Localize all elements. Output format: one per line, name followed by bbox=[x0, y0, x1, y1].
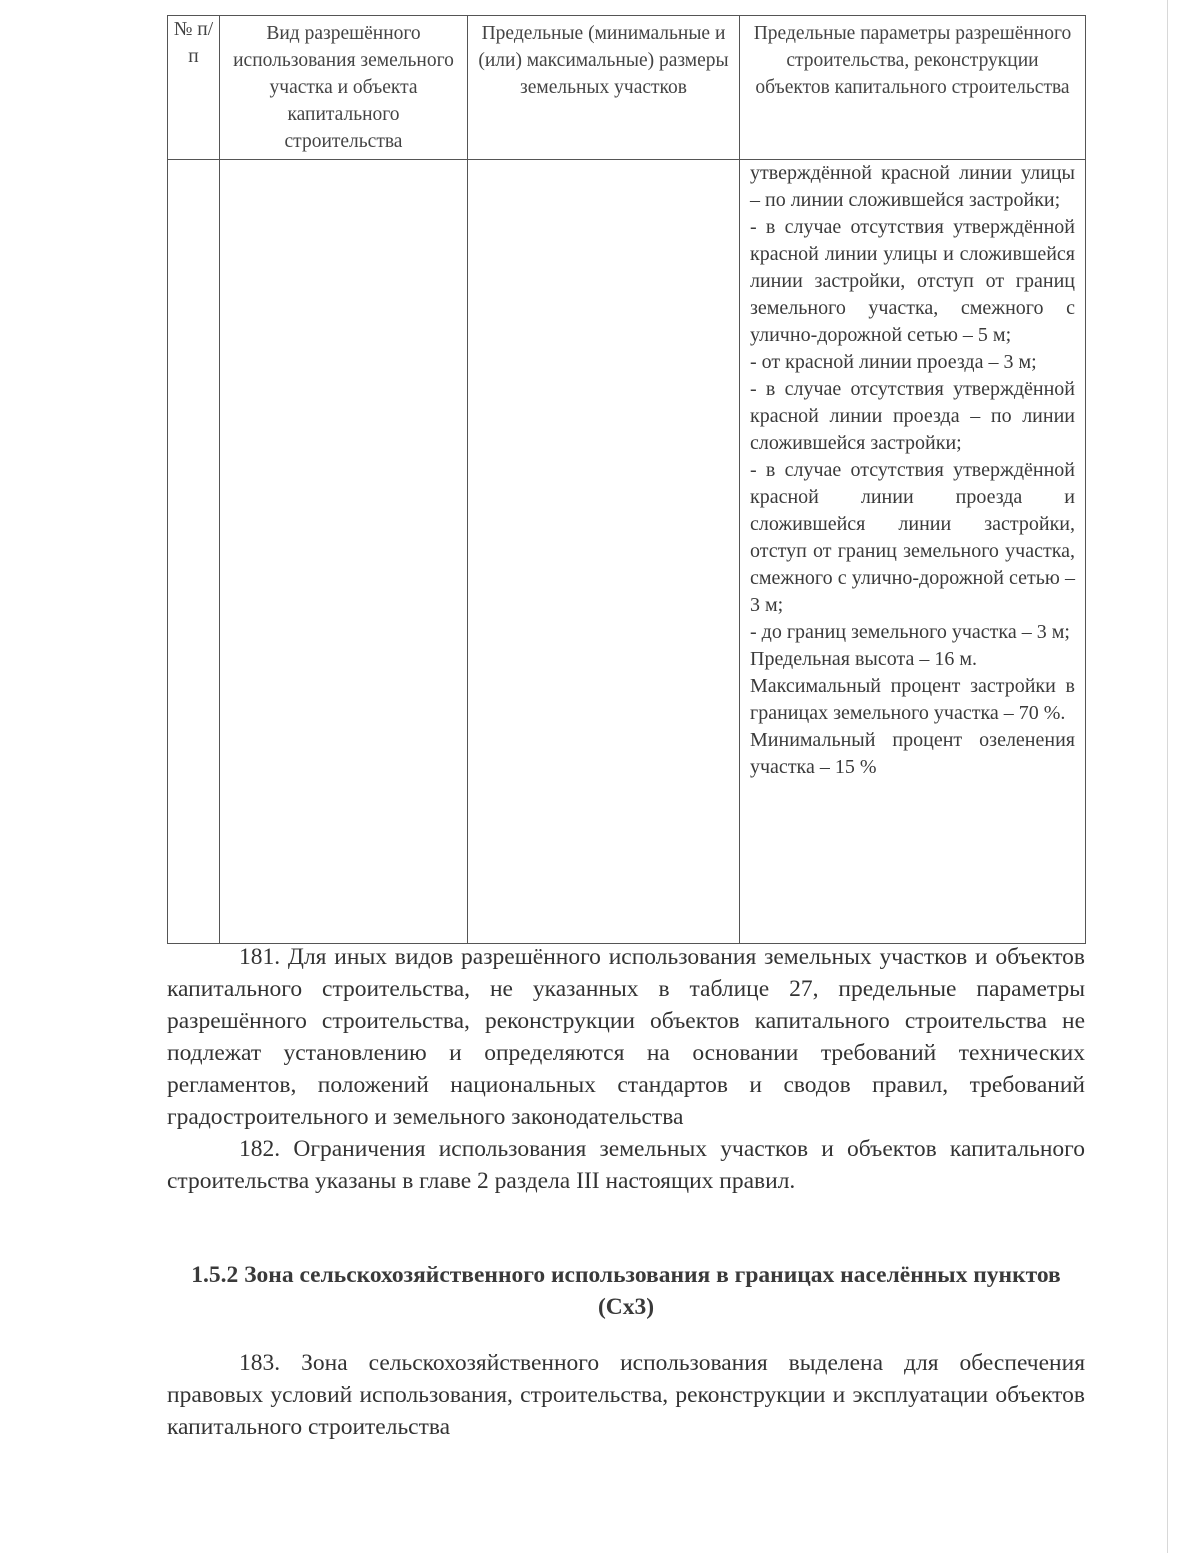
cell-use-type bbox=[220, 160, 468, 944]
param-line: Максимальный процент застройки в границах земельного участка – 70 %. bbox=[750, 675, 1075, 724]
paragraphs-181-182 bbox=[167, 941, 1085, 1197]
param-line: - до границ земельного участка – 3 м; bbox=[750, 621, 1070, 643]
param-line: - от красной линии проезда – 3 м; bbox=[750, 351, 1037, 373]
param-line: утверждённой красной линии улицы – по линии сложившейся застройки; bbox=[750, 162, 1075, 211]
paragraph-181: 181. Для иных видов разрешённого использования земельных участков и объектов капитального строительства, не указанных в таблице 27, предельные параметры разрешённого строительства, реконструкции объектов капитального строительства не подлежат установлению и определяются на основании требований технических регламентов, положений национальных стандартов и сводов правил, требований градостроительного и земельного законодательства bbox=[167, 944, 1085, 1130]
cell-number bbox=[168, 160, 220, 944]
cell-plot-sizes bbox=[468, 160, 740, 944]
header-use-type: Вид разрешённого использования земельного участка и объекта капитального строительства bbox=[220, 16, 468, 160]
section-heading: 1.5.2 Зона сельскохозяйственного использования в границах населённых пунктов (Сх3) bbox=[191, 1262, 1061, 1320]
cell-construction-params bbox=[740, 160, 1086, 944]
param-line: Предельная высота – 16 м. bbox=[750, 648, 978, 670]
table-header-row bbox=[168, 16, 1086, 160]
header-construction-params: Предельные параметры разрешённого строительства, реконструкции объектов капитального строительства bbox=[740, 16, 1086, 160]
paragraph-183-block bbox=[167, 1347, 1085, 1443]
param-line: - в случае отсутствия утверждённой красной линии проезда и сложившейся линии застройки, отступ от границ земельного участка, смежного с улично-дорожной сетью – 3 м; bbox=[750, 459, 1075, 616]
param-line: - в случае отсутствия утверждённой красной линии проезда – по линии сложившейся застройки; bbox=[750, 378, 1075, 454]
header-plot-sizes: Предельные (минимальные и (или) максимальные) размеры земельных участков bbox=[468, 16, 740, 160]
scan-edge-line bbox=[1167, 0, 1168, 1553]
param-line: Минимальный процент озеленения участка – 15 % bbox=[750, 729, 1075, 778]
zone-parameters-table bbox=[167, 15, 1086, 944]
table-row bbox=[168, 160, 1086, 944]
paragraph-183: 183. Зона сельскохозяйственного использования выделена для обеспечения правовых условий использования, строительства, реконструкции и эксплуатации объектов капитального строительства bbox=[167, 1350, 1085, 1440]
paragraph-182: 182. Ограничения использования земельных участков и объектов капитального строительства указаны в главе 2 раздела III настоящих правил. bbox=[167, 1136, 1085, 1194]
header-number: № п/п bbox=[168, 16, 220, 160]
param-line: - в случае отсутствия утверждённой красной линии улицы и сложившейся линии застройки, отступ от границ земельного участка, смежного с улично-дорожной сетью – 5 м; bbox=[750, 216, 1075, 346]
